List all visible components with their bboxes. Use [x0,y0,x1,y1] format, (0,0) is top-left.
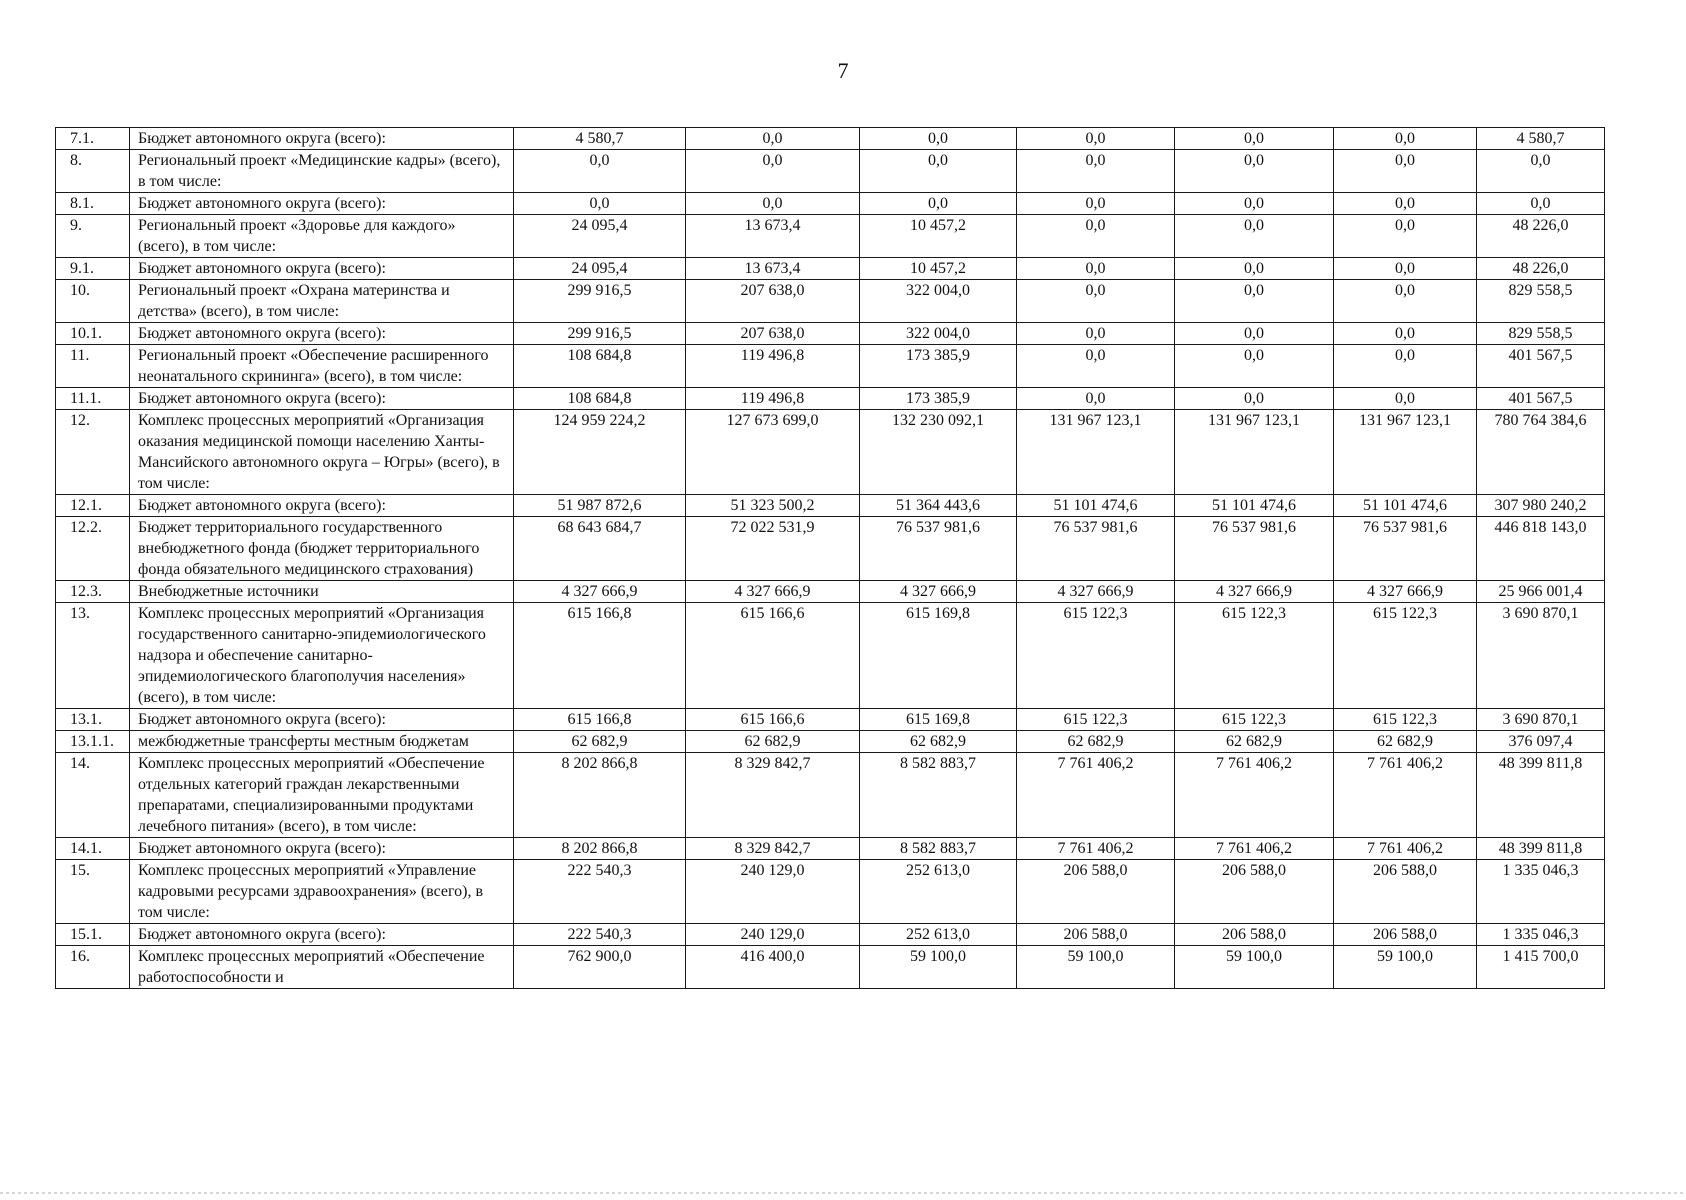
table-row [56,280,1605,323]
value-cell: 76 537 981,6 [1017,517,1175,581]
row-name-cell: Бюджет автономного округа (всего): [130,193,514,215]
table-row [56,731,1605,753]
value-cell: 615 169,8 [860,603,1017,709]
row-name-cell: Бюджет автономного округа (всего): [130,388,514,410]
value-cell: 222 540,3 [514,924,686,946]
value-cell: 206 588,0 [1175,924,1334,946]
value-cell: 3 690 870,1 [1477,709,1605,731]
value-cell: 240 129,0 [686,924,860,946]
row-name-cell: Бюджет автономного округа (всего): [130,495,514,517]
value-cell: 0,0 [1334,215,1477,258]
row-number-cell: 11. [56,345,130,388]
value-cell: 127 673 699,0 [686,410,860,495]
row-name-cell: Комплекс процессных мероприятий «Организация государственного санитарно-эпидемиологического надзора и обеспечение санитарно-эпидемиологического благополучия населения» (всего), в том числе: [130,603,514,709]
row-number-cell: 13.1.1. [56,731,130,753]
row-number-cell: 13.1. [56,709,130,731]
row-number-cell: 9.1. [56,258,130,280]
value-cell: 0,0 [1334,193,1477,215]
value-cell: 615 122,3 [1334,603,1477,709]
value-cell: 0,0 [1334,323,1477,345]
value-cell: 131 967 123,1 [1175,410,1334,495]
table-row [56,193,1605,215]
value-cell: 7 761 406,2 [1017,838,1175,860]
value-cell: 76 537 981,6 [860,517,1017,581]
value-cell: 59 100,0 [1017,946,1175,989]
value-cell: 780 764 384,6 [1477,410,1605,495]
value-cell: 8 582 883,7 [860,753,1017,838]
row-number-cell: 9. [56,215,130,258]
value-cell: 762 900,0 [514,946,686,989]
value-cell: 7 761 406,2 [1175,753,1334,838]
value-cell: 119 496,8 [686,345,860,388]
row-number-cell: 12.3. [56,581,130,603]
value-cell: 173 385,9 [860,345,1017,388]
value-cell: 446 818 143,0 [1477,517,1605,581]
table-row [56,150,1605,193]
value-cell: 0,0 [1017,215,1175,258]
value-cell: 0,0 [1017,258,1175,280]
value-cell: 0,0 [1017,345,1175,388]
value-cell: 615 122,3 [1017,709,1175,731]
value-cell: 1 415 700,0 [1477,946,1605,989]
value-cell: 615 122,3 [1175,709,1334,731]
value-cell: 829 558,5 [1477,323,1605,345]
row-name-cell: Бюджет автономного округа (всего): [130,838,514,860]
value-cell: 72 022 531,9 [686,517,860,581]
value-cell: 252 613,0 [860,924,1017,946]
value-cell: 0,0 [1334,128,1477,150]
scan-edge-line [0,1192,1686,1194]
row-number-cell: 7.1. [56,128,130,150]
value-cell: 615 166,6 [686,709,860,731]
value-cell: 0,0 [686,193,860,215]
row-number-cell: 14.1. [56,838,130,860]
value-cell: 416 400,0 [686,946,860,989]
value-cell: 0,0 [1334,388,1477,410]
value-cell: 0,0 [686,150,860,193]
value-cell: 0,0 [1175,388,1334,410]
value-cell: 0,0 [1175,128,1334,150]
value-cell: 76 537 981,6 [1175,517,1334,581]
row-number-cell: 16. [56,946,130,989]
value-cell: 0,0 [1175,150,1334,193]
value-cell: 0,0 [1477,193,1605,215]
value-cell: 51 364 443,6 [860,495,1017,517]
value-cell: 1 335 046,3 [1477,860,1605,924]
value-cell: 0,0 [514,193,686,215]
table-row [56,838,1605,860]
row-number-cell: 12. [56,410,130,495]
value-cell: 4 327 666,9 [860,581,1017,603]
value-cell: 0,0 [1175,323,1334,345]
value-cell: 131 967 123,1 [1017,410,1175,495]
value-cell: 62 682,9 [1017,731,1175,753]
value-cell: 48 226,0 [1477,258,1605,280]
row-name-cell: Комплекс процессных мероприятий «Обеспечение работоспособности и [130,946,514,989]
value-cell: 0,0 [1334,258,1477,280]
value-cell: 10 457,2 [860,258,1017,280]
row-number-cell: 12.2. [56,517,130,581]
value-cell: 222 540,3 [514,860,686,924]
value-cell: 207 638,0 [686,323,860,345]
value-cell: 401 567,5 [1477,345,1605,388]
value-cell: 7 761 406,2 [1334,838,1477,860]
row-number-cell: 14. [56,753,130,838]
row-number-cell: 10. [56,280,130,323]
value-cell: 1 335 046,3 [1477,924,1605,946]
row-name-cell: Бюджет территориального государственного внебюджетного фонда (бюджет территориального фонда обязательного медицинского страхования) [130,517,514,581]
row-number-cell: 13. [56,603,130,709]
value-cell: 7 761 406,2 [1175,838,1334,860]
value-cell: 62 682,9 [860,731,1017,753]
value-cell: 59 100,0 [1334,946,1477,989]
value-cell: 68 643 684,7 [514,517,686,581]
value-cell: 615 122,3 [1175,603,1334,709]
value-cell: 8 202 866,8 [514,838,686,860]
value-cell: 62 682,9 [686,731,860,753]
value-cell: 59 100,0 [860,946,1017,989]
table-row [56,924,1605,946]
value-cell: 59 100,0 [1175,946,1334,989]
value-cell: 108 684,8 [514,388,686,410]
value-cell: 615 169,8 [860,709,1017,731]
value-cell: 62 682,9 [1334,731,1477,753]
value-cell: 8 202 866,8 [514,753,686,838]
value-cell: 7 761 406,2 [1017,753,1175,838]
row-name-cell: Бюджет автономного округа (всего): [130,258,514,280]
table-row [56,495,1605,517]
row-name-cell: Бюджет автономного округа (всего): [130,128,514,150]
value-cell: 4 327 666,9 [514,581,686,603]
value-cell: 4 327 666,9 [1175,581,1334,603]
row-name-cell: Комплекс процессных мероприятий «Организация оказания медицинской помощи населению Ханты-Мансийского автономного округа – Югры» (всего), в том числе: [130,410,514,495]
row-number-cell: 15. [56,860,130,924]
value-cell: 51 101 474,6 [1017,495,1175,517]
value-cell: 240 129,0 [686,860,860,924]
value-cell: 24 095,4 [514,215,686,258]
value-cell: 0,0 [1175,280,1334,323]
row-name-cell: Бюджет автономного округа (всего): [130,709,514,731]
value-cell: 829 558,5 [1477,280,1605,323]
value-cell: 299 916,5 [514,323,686,345]
value-cell: 48 226,0 [1477,215,1605,258]
value-cell: 51 987 872,6 [514,495,686,517]
value-cell: 206 588,0 [1017,924,1175,946]
row-name-cell: Комплекс процессных мероприятий «Управление кадровыми ресурсами здравоохранения» (всего), в том числе: [130,860,514,924]
row-number-cell: 8. [56,150,130,193]
table-row [56,581,1605,603]
row-name-cell: Внебюджетные источники [130,581,514,603]
value-cell: 124 959 224,2 [514,410,686,495]
value-cell: 0,0 [1175,193,1334,215]
value-cell: 401 567,5 [1477,388,1605,410]
value-cell: 51 101 474,6 [1175,495,1334,517]
value-cell: 0,0 [1477,150,1605,193]
value-cell: 0,0 [1334,280,1477,323]
value-cell: 0,0 [1017,323,1175,345]
value-cell: 0,0 [1017,280,1175,323]
value-cell: 76 537 981,6 [1334,517,1477,581]
value-cell: 119 496,8 [686,388,860,410]
table-row [56,753,1605,838]
value-cell: 24 095,4 [514,258,686,280]
value-cell: 615 122,3 [1017,603,1175,709]
value-cell: 0,0 [1017,150,1175,193]
table-row [56,128,1605,150]
value-cell: 206 588,0 [1334,924,1477,946]
table-row [56,410,1605,495]
value-cell: 48 399 811,8 [1477,838,1605,860]
row-name-cell: Региональный проект «Охрана материнства и детства» (всего), в том числе: [130,280,514,323]
value-cell: 206 588,0 [1175,860,1334,924]
value-cell: 4 580,7 [1477,128,1605,150]
row-name-cell: Комплекс процессных мероприятий «Обеспечение отдельных категорий граждан лекарственными препаратами, специализированными продуктами лечебного питания» (всего), в том числе: [130,753,514,838]
value-cell: 48 399 811,8 [1477,753,1605,838]
value-cell: 62 682,9 [1175,731,1334,753]
value-cell: 0,0 [1017,193,1175,215]
row-name-cell: Региональный проект «Здоровье для каждого» (всего), в том числе: [130,215,514,258]
value-cell: 13 673,4 [686,258,860,280]
row-number-cell: 10.1. [56,323,130,345]
value-cell: 615 166,6 [686,603,860,709]
value-cell: 207 638,0 [686,280,860,323]
value-cell: 322 004,0 [860,280,1017,323]
value-cell: 4 327 666,9 [1017,581,1175,603]
value-cell: 108 684,8 [514,345,686,388]
table-row [56,258,1605,280]
value-cell: 0,0 [1017,388,1175,410]
value-cell: 0,0 [860,150,1017,193]
row-name-cell: межбюджетные трансферты местным бюджетам [130,731,514,753]
row-number-cell: 11.1. [56,388,130,410]
value-cell: 615 166,8 [514,603,686,709]
value-cell: 62 682,9 [514,731,686,753]
table-row [56,860,1605,924]
value-cell: 0,0 [860,193,1017,215]
value-cell: 51 101 474,6 [1334,495,1477,517]
value-cell: 3 690 870,1 [1477,603,1605,709]
value-cell: 8 329 842,7 [686,838,860,860]
row-name-cell: Региональный проект «Медицинские кадры» (всего), в том числе: [130,150,514,193]
row-name-cell: Бюджет автономного округа (всего): [130,323,514,345]
value-cell: 252 613,0 [860,860,1017,924]
value-cell: 10 457,2 [860,215,1017,258]
table-row [56,388,1605,410]
value-cell: 0,0 [514,150,686,193]
value-cell: 4 327 666,9 [1334,581,1477,603]
value-cell: 206 588,0 [1017,860,1175,924]
value-cell: 8 329 842,7 [686,753,860,838]
table-row [56,603,1605,709]
value-cell: 0,0 [1175,345,1334,388]
value-cell: 0,0 [1175,258,1334,280]
value-cell: 615 166,8 [514,709,686,731]
value-cell: 376 097,4 [1477,731,1605,753]
value-cell: 4 327 666,9 [686,581,860,603]
table-row [56,323,1605,345]
row-number-cell: 8.1. [56,193,130,215]
table-row [56,517,1605,581]
value-cell: 299 916,5 [514,280,686,323]
page-number: 7 [837,58,849,83]
value-cell: 322 004,0 [860,323,1017,345]
row-number-cell: 15.1. [56,924,130,946]
value-cell: 51 323 500,2 [686,495,860,517]
value-cell: 0,0 [1017,128,1175,150]
row-name-cell: Бюджет автономного округа (всего): [130,924,514,946]
table-row [56,345,1605,388]
value-cell: 615 122,3 [1334,709,1477,731]
value-cell: 4 580,7 [514,128,686,150]
value-cell: 132 230 092,1 [860,410,1017,495]
value-cell: 13 673,4 [686,215,860,258]
value-cell: 173 385,9 [860,388,1017,410]
value-cell: 131 967 123,1 [1334,410,1477,495]
value-cell: 307 980 240,2 [1477,495,1605,517]
value-cell: 25 966 001,4 [1477,581,1605,603]
value-cell: 0,0 [1334,345,1477,388]
value-cell: 0,0 [1175,215,1334,258]
value-cell: 7 761 406,2 [1334,753,1477,838]
row-name-cell: Региональный проект «Обеспечение расширенного неонатального скрининга» (всего), в том числе: [130,345,514,388]
value-cell: 206 588,0 [1334,860,1477,924]
table-row [56,709,1605,731]
value-cell: 0,0 [1334,150,1477,193]
row-number-cell: 12.1. [56,495,130,517]
budget-table [55,127,1605,989]
value-cell: 8 582 883,7 [860,838,1017,860]
value-cell: 0,0 [860,128,1017,150]
table-row [56,946,1605,989]
value-cell: 0,0 [686,128,860,150]
table-row [56,215,1605,258]
